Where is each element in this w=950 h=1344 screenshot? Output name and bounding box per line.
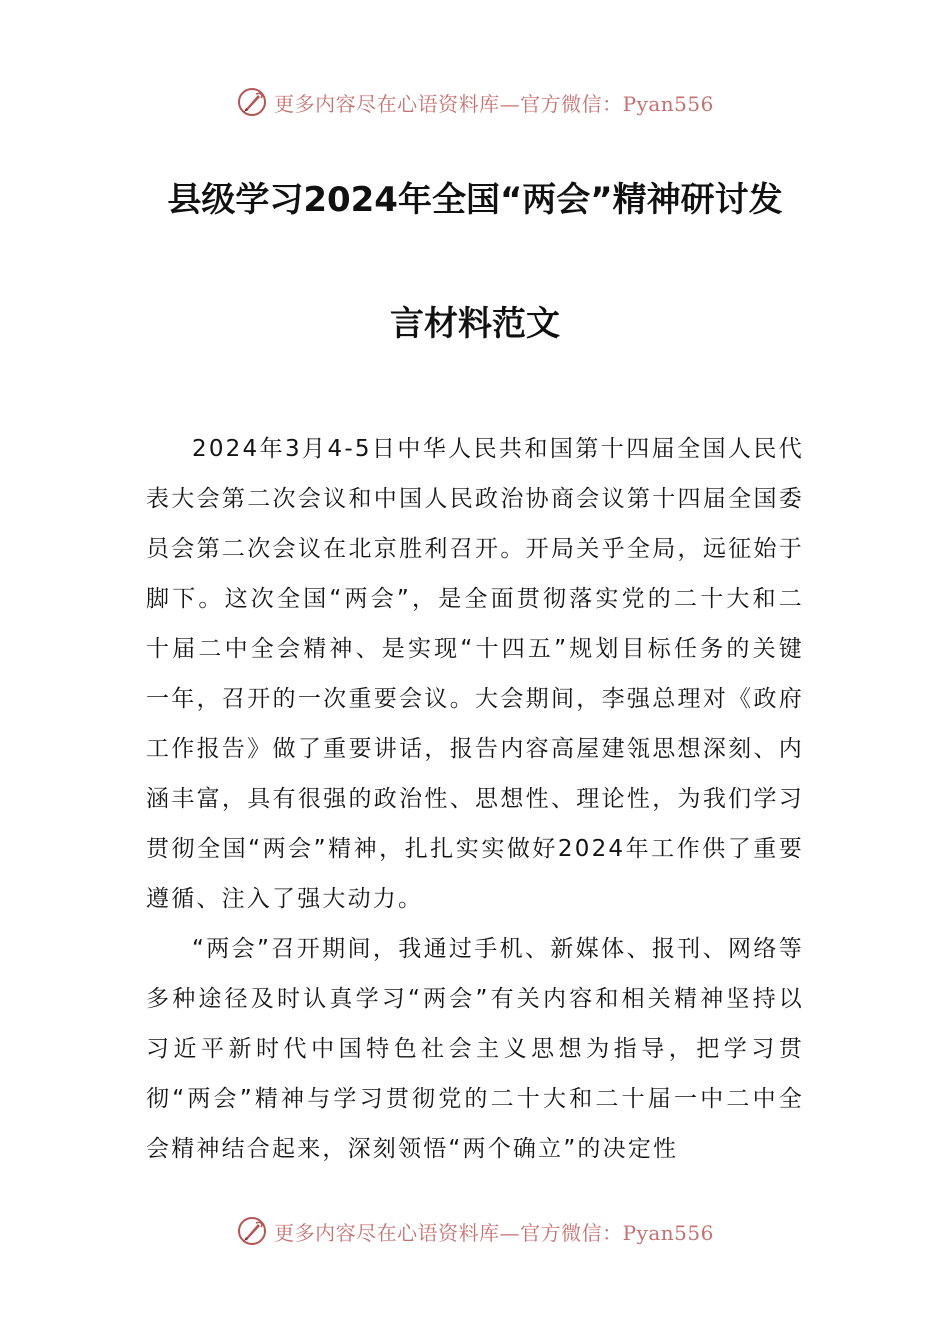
footer-watermark [0,1211,950,1251]
paragraph-1: 2024年3月4-5日中华人民共和国第十四届全国人民代表大会第二次会议和中国人民政治协商会议第十四届全国委员会第二次会议在北京胜利召开。开局关乎全局，远征始于脚下。这次全国“两会”，是全面贯彻落实党的二十大和二十届二中全会精神、是实现“十四五”规划目标任务的关键一年，召开的一次重要会议。大会期间，李强总理对《政府工作报告》做了重要讲话，报告内容高屋建瓴思想深刻、内涵丰富，具有很强的政治性、思想性、理论性，为我们学习贯彻全国“两会”精神，扎扎实实做好2024年工作供了重要遵循、注入了强大动力。 [146,436,804,912]
watermark-text: 更多内容尽在心语资料库—官方微信：Pyan556 [274,1220,714,1245]
document-title-line1: 县级学习2024年全国“两会”精神研讨发 [167,180,783,220]
document-body [146,424,804,1174]
watermark-text: 更多内容尽在心语资料库—官方微信：Pyan556 [274,91,714,116]
quill-pen-icon [236,86,268,118]
header-watermark [0,82,950,122]
document-title-line2: 言材料范文 [390,304,560,344]
paragraph-2: “两会”召开期间，我通过手机、新媒体、报刊、网络等多种途径及时认真学习“两会”有关内容和相关精神坚持以习近平新时代中国特色社会主义思想为指导，把学习贯彻“两会”精神与学习贯彻党的二十大和二十届一中二中全会精神结合起来，深刻领悟“两个确立”的决定性 [146,936,804,1162]
quill-pen-icon [236,1215,268,1247]
